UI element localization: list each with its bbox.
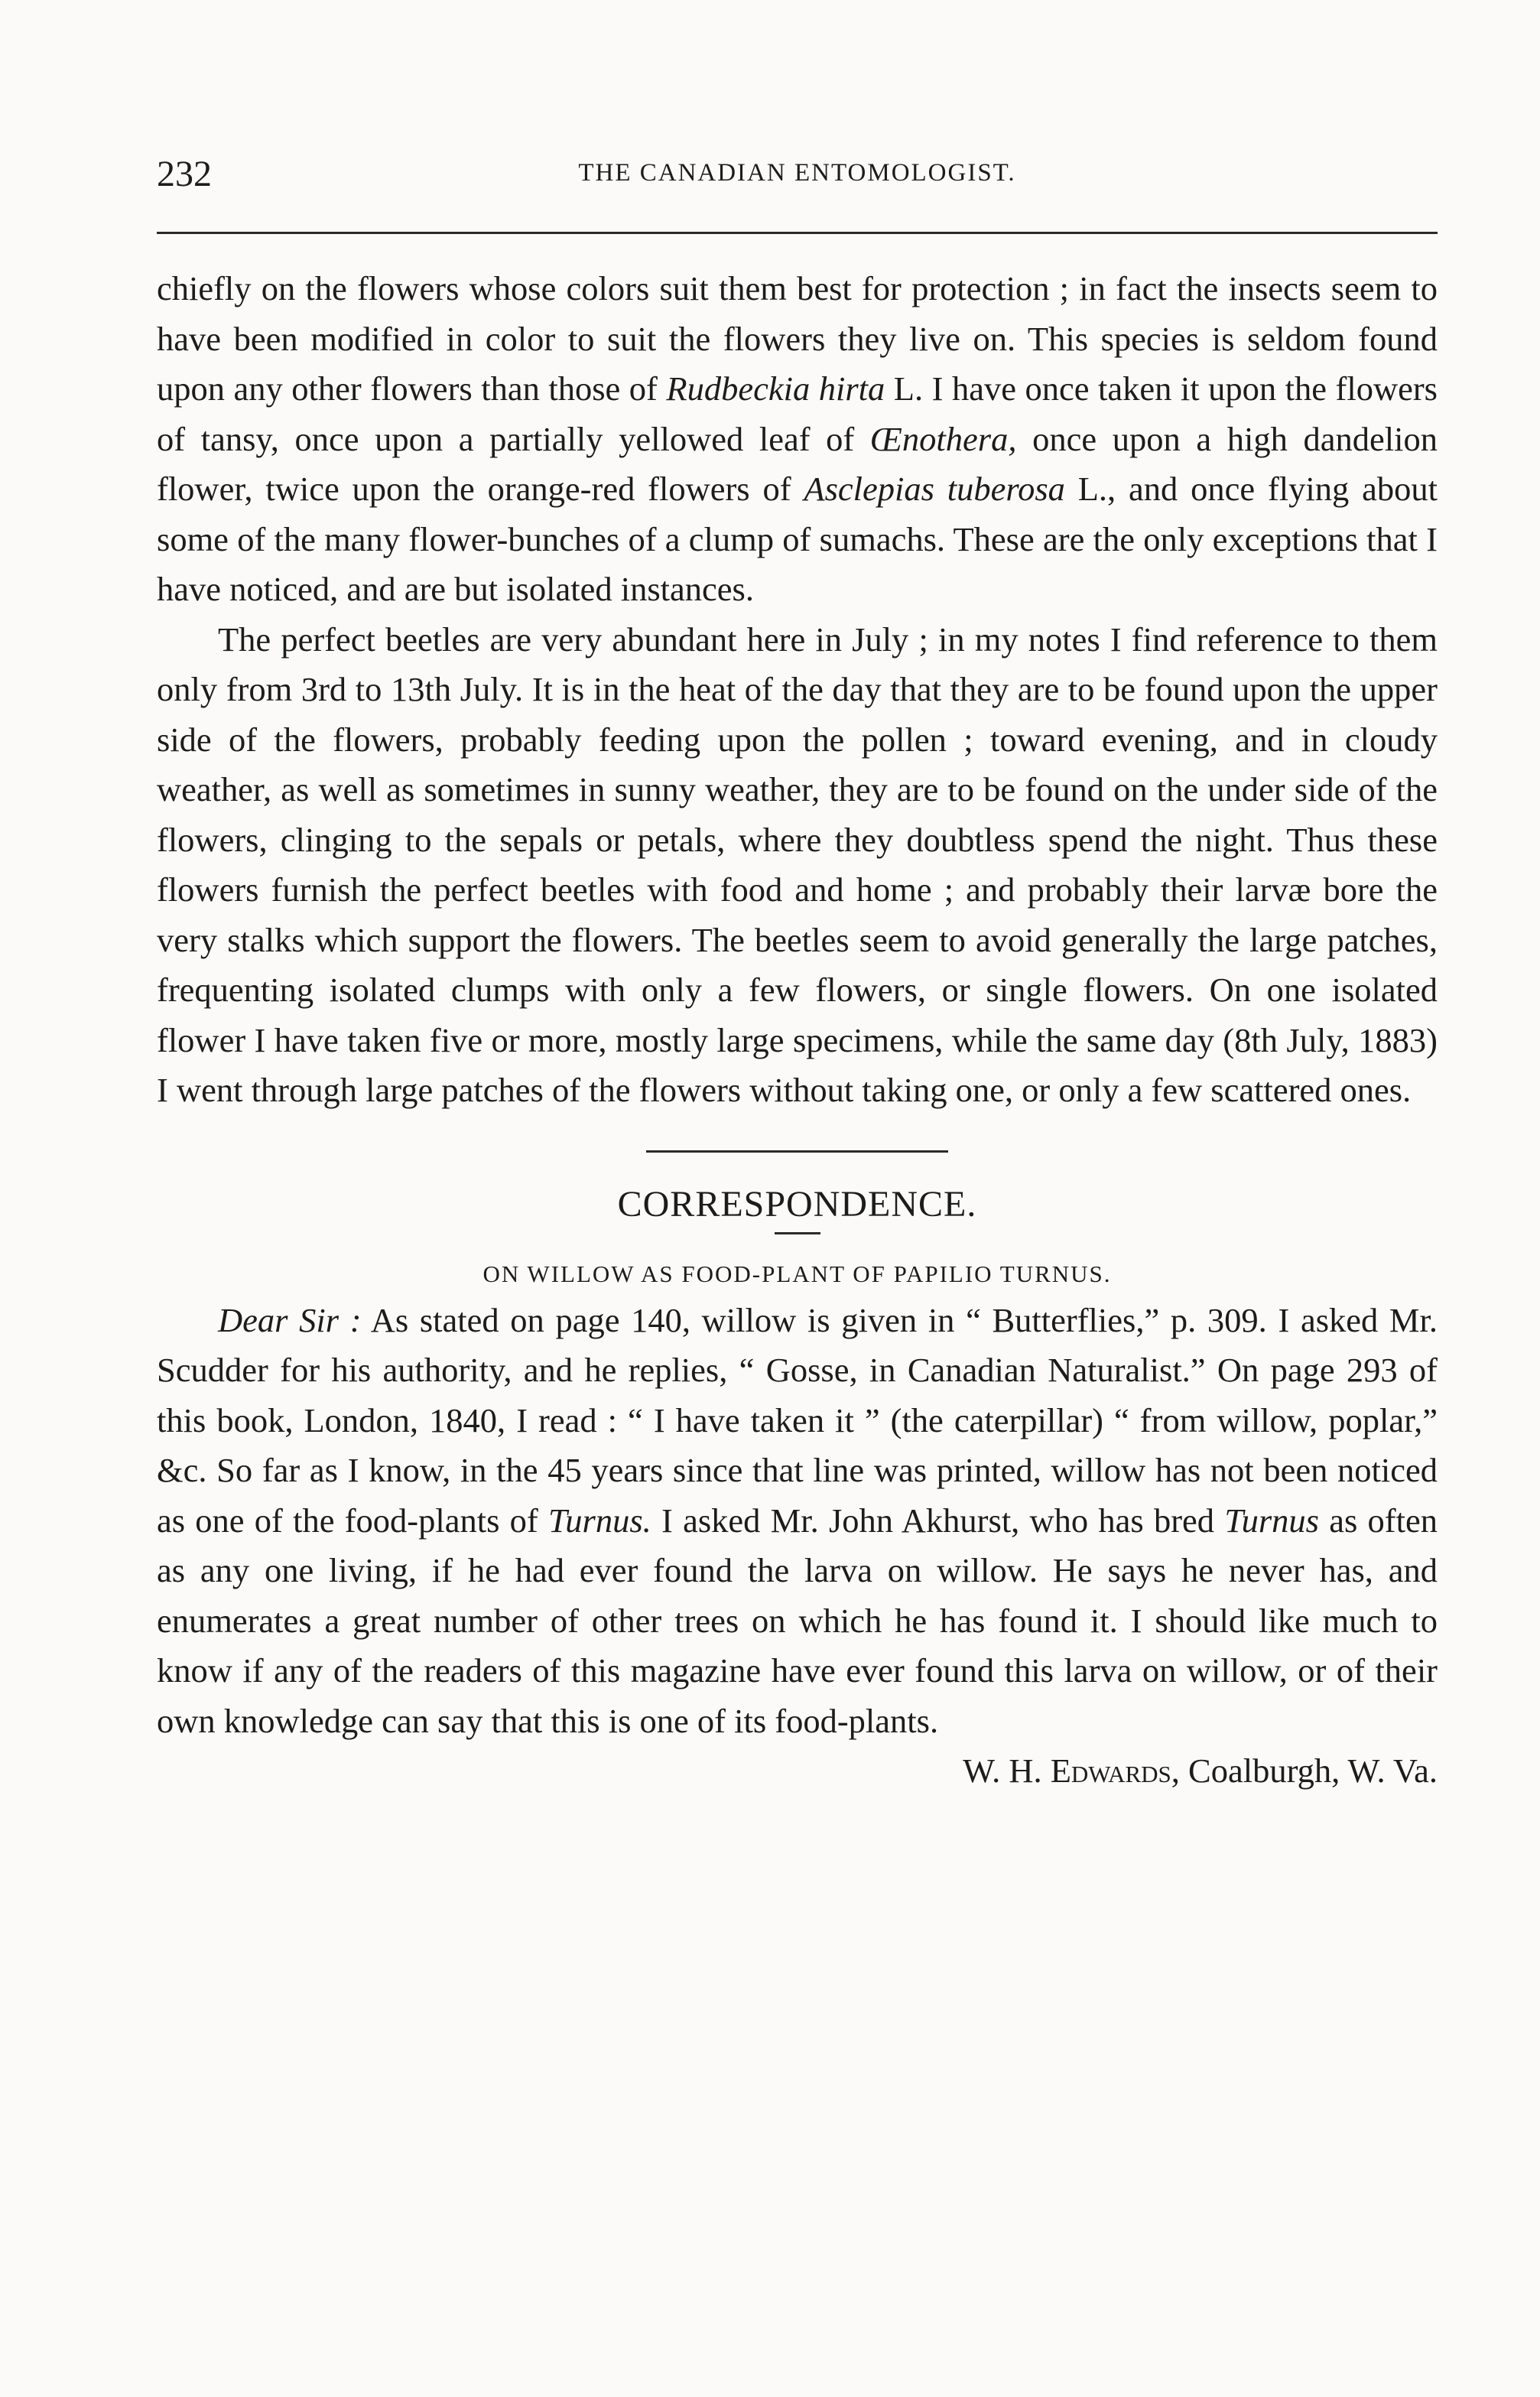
salutation: Dear Sir : bbox=[218, 1300, 362, 1339]
body-text bbox=[157, 264, 1438, 1797]
page-number: 232 bbox=[157, 154, 212, 194]
letter-title: ON WILLOW AS FOOD-PLANT OF PAPILIO TURNUS. bbox=[482, 1260, 1112, 1287]
section-divider bbox=[646, 1150, 948, 1153]
page bbox=[157, 138, 1438, 1790]
page-header bbox=[157, 138, 1438, 199]
letter-body: Dear Sir : As stated on page 140, willow is given in “ Butterflies,” p. 309. I asked Mr. Scudder for his authority, and he replies, “ Gosse, in Canadian Naturalist.” On page 293 of this book, London, 1840, I read : “ I have taken it ” (the caterpillar) “ from willow, poplar,” &c. So far as I know, in the 45 years since that line was printed, willow has not been noticed as one of the food-plants of Turnus. I asked Mr. John Akhurst, who has bred Turnus as often as any one living, if he had ever found the larva on willow. He says he never has, and enumerates a great number of other trees on which he has found it. I should like much to know if any of the readers of this magazine have ever found this larva on willow, or of their own knowledge can say that this is one of its food-plants. W. H. Edwards, Coalburgh, W. Va. bbox=[157, 1296, 1438, 1747]
section-heading: CORRESPONDENCE. bbox=[617, 1183, 977, 1225]
header-rule bbox=[157, 232, 1438, 234]
paragraph-beetles: The perfect beetles are very abundant here in July ; in my notes I find reference to them only from 3rd to 13th July. It is in the heat of the day that they are to be found upon the upper side of the flowers, probably feeding upon the pollen ; toward evening, and in cloudy weather, as well as sometimes in sunny weather, they are to be found on the under side of the flowers, clinging to the sepals or petals, where they doubtless spend the night. Thus these flowers furnish the perfect beetles with food and home ; and probably their larvæ bore the very stalks which support the flowers. The beetles seem to avoid generally the large patches, frequenting isolated clumps with only a few flowers, or single flowers. On one isolated flower I have taken five or more, mostly large specimens, while the same day (8th July, 1883) I went through large patches of the flowers without taking one, or only a few scattered ones. bbox=[157, 620, 1438, 1109]
paragraph-continuation: chiefly on the flowers whose colors suit them best for protection ; in fact the insects seem to have been modified in color to suit the flowers they live on. This species is seldom found upon any other flowers than those of Rudbeckia hirta L. I have once taken it upon the flowers of tansy, once upon a partially yellowed leaf of Œnothera, once upon a high dandelion flower, twice upon the orange-red flowers of Asclepias tuberosa L., and once flying about some of the many flower-bunches of a clump of sumachs. These are the only exceptions that I have noticed, and are but isolated instances. bbox=[157, 269, 1438, 608]
running-title: THE CANADIAN ENTOMOLOGIST. bbox=[578, 159, 1016, 187]
heading-underline bbox=[775, 1232, 820, 1234]
signature: W. H. Edwards, Coalburgh, W. Va. bbox=[963, 1751, 1438, 1790]
